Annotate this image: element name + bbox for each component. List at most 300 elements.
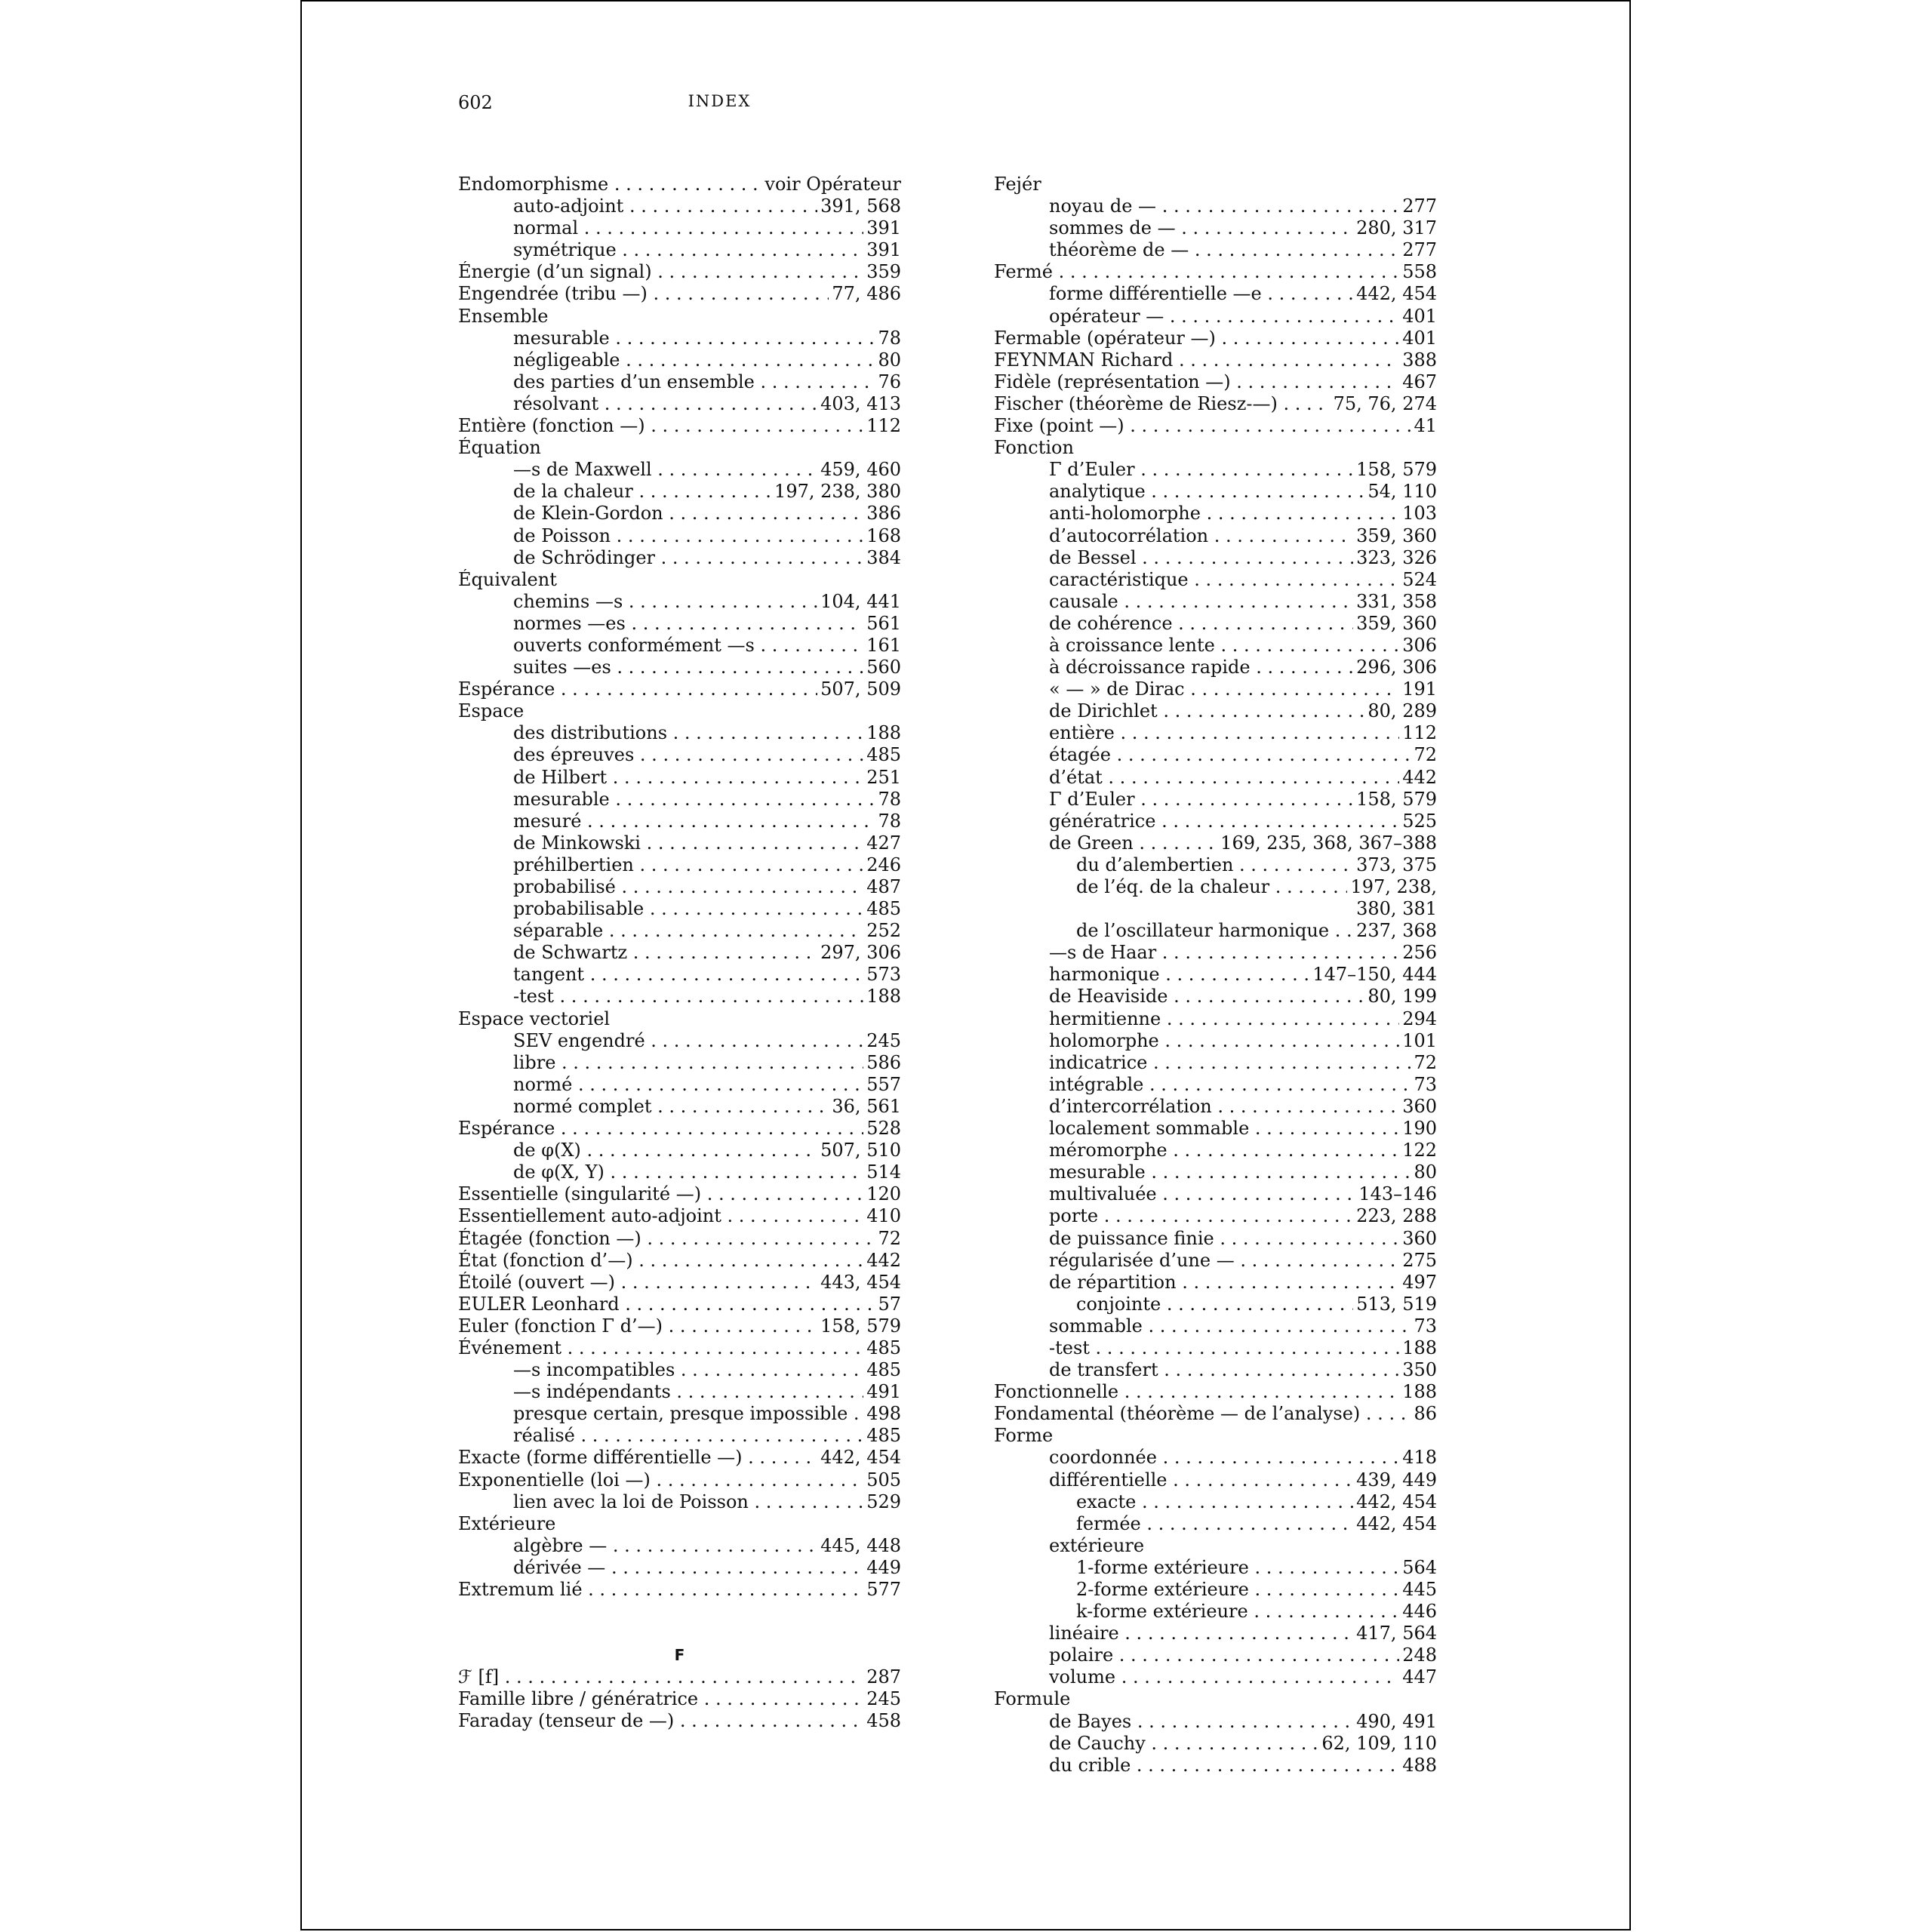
index-entry: [458, 942, 901, 964]
index-term: -test . . .: [1049, 1337, 1437, 1359]
index-entry: [458, 1272, 901, 1294]
index-term: de Bessel . . .: [1049, 547, 1437, 569]
index-entry: [458, 306, 901, 328]
index-pages: 564: [1399, 1557, 1437, 1579]
index-entry: [458, 832, 901, 854]
index-term: Ensemble: [458, 305, 549, 327]
index-entry: [994, 1491, 1437, 1513]
index-pages: 577: [863, 1579, 901, 1601]
index-pages: 485: [863, 898, 901, 920]
index-pages: 112: [863, 415, 901, 437]
index-term: EULER Leonhard . . .: [458, 1294, 901, 1315]
index-term: État (fonction d’—) . . .: [458, 1250, 901, 1272]
index-entry: [994, 722, 1437, 744]
index-pages: 112: [1399, 722, 1437, 744]
index-term: des distributions . . .: [513, 722, 901, 744]
index-term: Entière (fonction —) . . .: [458, 415, 901, 437]
index-entry: [994, 876, 1437, 898]
index-pages: 72: [1411, 744, 1437, 766]
index-pages: 280, 317: [1353, 217, 1437, 239]
index-entry: [458, 393, 901, 415]
index-pages: 445, 448: [817, 1535, 901, 1557]
index-entry: [458, 328, 901, 349]
index-entry: [458, 371, 901, 393]
index-term: de transfert . . .: [1049, 1359, 1437, 1381]
index-term: Équation: [458, 437, 541, 459]
index-entry: [994, 744, 1437, 766]
index-entry: [458, 1118, 901, 1140]
index-term: des épreuves . . .: [513, 744, 901, 766]
index-pages: 391: [863, 217, 901, 239]
index-entry: [994, 1183, 1437, 1205]
index-term: 2-forme extérieure . . .: [1076, 1579, 1437, 1601]
index-pages: 442: [1399, 767, 1437, 789]
index-entry: [458, 657, 901, 678]
index-pages: 237, 368: [1353, 920, 1437, 942]
index-pages: 525: [1399, 811, 1437, 832]
index-term: normes —es . . .: [513, 613, 901, 635]
index-entry: [458, 217, 901, 239]
index-term: dérivée — . . .: [513, 1557, 901, 1579]
index-term: conjointe . . .: [1076, 1294, 1437, 1315]
index-term: de Klein-Gordon . . .: [513, 503, 901, 525]
index-term: —s incompatibles . . .: [513, 1359, 901, 1381]
index-entry: [994, 1425, 1437, 1447]
index-entry: [994, 657, 1437, 678]
index-entry: [458, 876, 901, 898]
index-entry: [458, 1096, 901, 1118]
index-entry: [994, 1052, 1437, 1074]
index-term: holomorphe . . .: [1049, 1030, 1437, 1052]
index-term: tangent . . .: [513, 964, 901, 986]
index-pages: 287: [863, 1666, 901, 1688]
index-entry: [994, 1513, 1437, 1535]
index-entry: [994, 1755, 1437, 1777]
index-term: probabilisé . . .: [513, 876, 901, 898]
index-pages: 528: [863, 1118, 901, 1140]
index-entry: [458, 1183, 901, 1205]
index-entry: [458, 1228, 901, 1250]
index-pages: 418: [1399, 1447, 1437, 1469]
index-entry: [458, 1381, 901, 1403]
index-pages: 513, 519: [1353, 1294, 1437, 1315]
index-entry: [458, 283, 901, 305]
index-entry: [458, 195, 901, 217]
index-pages: 507, 510: [817, 1140, 901, 1161]
index-term: « — » de Dirac . . .: [1049, 678, 1437, 700]
index-pages: 143–146: [1355, 1183, 1437, 1205]
index-term: opérateur — . . .: [1049, 306, 1437, 328]
index-term: Exacte (forme différentielle —) . . .: [458, 1447, 901, 1469]
index-entry: [458, 547, 901, 569]
index-entry: [994, 481, 1437, 503]
index-term: extérieure: [1049, 1534, 1145, 1556]
index-term: Engendrée (tribu —) . . .: [458, 283, 901, 305]
index-pages: 72: [875, 1228, 901, 1250]
index-pages: 275: [1399, 1250, 1437, 1272]
index-pages: 76: [875, 371, 901, 393]
index-entry: [458, 437, 901, 459]
index-pages: 442, 454: [817, 1447, 901, 1469]
index-entry: [994, 1272, 1437, 1294]
index-term: mesurable . . .: [1049, 1161, 1437, 1183]
index-term: SEV engendré . . .: [513, 1030, 901, 1052]
index-entry: [994, 459, 1437, 481]
index-term: mesuré . . .: [513, 811, 901, 832]
index-entry: [458, 811, 901, 832]
index-term: Γ d’Euler . . .: [1049, 789, 1437, 811]
index-pages: 78: [875, 811, 901, 832]
index-term: Fermé . . .: [994, 261, 1437, 283]
index-pages: 459, 460: [817, 459, 901, 481]
index-entry: [458, 1250, 901, 1272]
index-term: caractéristique . . .: [1049, 569, 1437, 591]
index-term: d’intercorrélation . . .: [1049, 1096, 1437, 1118]
index-entry: [994, 1359, 1437, 1381]
index-term: Extremum lié . . .: [458, 1579, 901, 1601]
index-term: —s indépendants . . .: [513, 1381, 901, 1403]
index-entry: [458, 1403, 901, 1425]
index-term: Énergie (d’un signal) . . .: [458, 261, 901, 283]
index-pages: 384: [863, 547, 901, 569]
index-entry: [994, 1096, 1437, 1118]
index-entry: [458, 678, 901, 700]
index-term: k-forme extérieure . . .: [1076, 1601, 1437, 1623]
index-entry: [458, 1052, 901, 1074]
index-pages: 169, 235, 368, 367–388: [1217, 832, 1437, 854]
index-term: de la chaleur . . .: [513, 481, 901, 503]
index-pages: 558: [1399, 261, 1437, 283]
index-entry: [458, 349, 901, 371]
index-entry: [458, 1491, 901, 1513]
index-pages: 490, 491: [1353, 1711, 1437, 1733]
index-pages: 245: [863, 1030, 901, 1052]
index-term: symétrique . . .: [513, 239, 901, 261]
index-term: Essentielle (singularité —) . . .: [458, 1183, 901, 1205]
index-term: de puissance finie . . .: [1049, 1228, 1437, 1250]
index-pages: 403, 413: [817, 393, 901, 415]
index-entry: [994, 283, 1437, 305]
index-term: Extérieure: [458, 1512, 556, 1534]
index-term: chemins —s . . .: [513, 591, 901, 613]
index-term: linéaire . . .: [1049, 1623, 1437, 1644]
index-pages: 147–150, 444: [1309, 964, 1437, 986]
index-pages: 442, 454: [1353, 1513, 1437, 1535]
index-entry: [458, 986, 901, 1008]
index-term: Fischer (théorème de Riesz-—) . . .: [994, 393, 1437, 415]
index-term: de Heaviside . . .: [1049, 986, 1437, 1008]
index-term: Essentiellement auto-adjoint . . .: [458, 1205, 901, 1227]
index-term: Fonctionnelle . . .: [994, 1381, 1437, 1403]
index-term: Étagée (fonction —) . . .: [458, 1228, 901, 1250]
index-entry: [994, 1381, 1437, 1403]
index-term: théorème de — . . .: [1049, 239, 1437, 261]
index-pages: 54, 110: [1364, 481, 1437, 503]
index-term: suites —es . . .: [513, 657, 901, 678]
index-pages: 497: [1399, 1272, 1437, 1294]
index-entry: [458, 1469, 901, 1491]
index-pages: 323, 326: [1353, 547, 1437, 569]
index-pages: 294: [1399, 1008, 1437, 1030]
index-pages: 586: [863, 1052, 901, 1074]
index-term: résolvant . . .: [513, 393, 901, 415]
index-term: 1-forme extérieure . . .: [1076, 1557, 1437, 1579]
index-entry: [994, 613, 1437, 635]
index-term: de cohérence . . .: [1049, 613, 1437, 635]
index-term: algèbre — . . .: [513, 1535, 901, 1557]
index-entry: [994, 1250, 1437, 1272]
index-term: Fonction: [994, 437, 1074, 459]
index-entry: [458, 1535, 901, 1557]
index-entry: [458, 459, 901, 481]
index-pages: 442, 454: [1353, 1491, 1437, 1513]
index-term: de Poisson . . .: [513, 525, 901, 547]
index-entry: [458, 789, 901, 811]
index-pages: 360: [1399, 1228, 1437, 1250]
index-entry: [994, 1601, 1437, 1623]
index-entry: [994, 349, 1437, 371]
index-entry: [458, 1557, 901, 1579]
index-entry: [458, 722, 901, 744]
index-entry: [994, 591, 1437, 613]
index-entry: [458, 503, 901, 525]
index-pages: 197, 238, 380: [771, 481, 901, 503]
index-pages: 161: [863, 635, 901, 657]
index-term: normé . . .: [513, 1074, 901, 1096]
index-term: de Bayes . . .: [1049, 1711, 1437, 1733]
index-entry: [458, 964, 901, 986]
index-term: entière . . .: [1049, 722, 1437, 744]
index-term: porte . . .: [1049, 1205, 1437, 1227]
index-entry: [994, 1140, 1437, 1161]
index-pages: 75, 76, 274: [1331, 393, 1437, 415]
index-term: noyau de — . . .: [1049, 195, 1437, 217]
index-term: de l’éq. de la chaleur . . .: [1076, 876, 1437, 898]
index-pages: 252: [863, 920, 901, 942]
index-pages: 388: [1399, 349, 1437, 371]
index-entry: [994, 635, 1437, 657]
index-pages: 360: [1399, 1096, 1437, 1118]
index-term: sommable . . .: [1049, 1315, 1437, 1337]
index-entry: [994, 1008, 1437, 1030]
index-term: hermitienne . . .: [1049, 1008, 1437, 1030]
index-term: méromorphe . . .: [1049, 1140, 1437, 1161]
index-pages: 57: [875, 1294, 901, 1315]
index-term: normal . . .: [513, 217, 901, 239]
index-pages: 373, 375: [1353, 854, 1437, 876]
index-term: Formule: [994, 1688, 1071, 1710]
index-entry: [458, 1294, 901, 1315]
index-pages: 507, 509: [817, 678, 901, 700]
index-entry: [458, 1359, 901, 1381]
index-pages: 442, 454: [1353, 283, 1437, 305]
index-entry: [994, 1337, 1437, 1359]
index-term: ℱ [f] . . .: [458, 1666, 901, 1688]
index-entry: [994, 1644, 1437, 1666]
index-entry: [458, 1447, 901, 1469]
index-pages: 449: [863, 1557, 901, 1579]
index-entry: [994, 1733, 1437, 1755]
index-entry: [994, 174, 1437, 195]
index-pages: 80: [1411, 1161, 1437, 1183]
index-pages: 350: [1399, 1359, 1437, 1381]
index-entry: [994, 1074, 1437, 1096]
index-pages: 80: [875, 349, 901, 371]
index-entry: [458, 239, 901, 261]
index-term: Fejér: [994, 174, 1041, 195]
index-pages: 573: [863, 964, 901, 986]
index-term: Espace: [458, 700, 525, 722]
index-entry: [458, 174, 901, 195]
index-pages: 410: [863, 1205, 901, 1227]
index-entry: [458, 1688, 901, 1710]
index-entry: [994, 306, 1437, 328]
index-term: sommes de — . . .: [1049, 217, 1437, 239]
index-term: Espérance . . .: [458, 678, 901, 700]
index-entry: [458, 569, 901, 591]
index-entry: [994, 942, 1437, 964]
index-entry: [994, 1228, 1437, 1250]
index-pages: 439, 449: [1353, 1469, 1437, 1491]
index-entry: [458, 1425, 901, 1447]
index-term: régularisée d’une — . . .: [1049, 1250, 1437, 1272]
index-pages: 306: [1399, 635, 1437, 657]
index-pages: 491: [863, 1381, 901, 1403]
index-entry: [994, 854, 1437, 876]
index-pages: 62, 109, 110: [1318, 1733, 1437, 1755]
index-entry: [994, 811, 1437, 832]
index-term: Exponentielle (loi —) . . .: [458, 1469, 901, 1491]
index-pages: 251: [863, 767, 901, 789]
index-term: du crible . . .: [1049, 1755, 1437, 1777]
index-entry: [458, 1140, 901, 1161]
index-term: Étoilé (ouvert —) . . .: [458, 1272, 901, 1294]
index-term: Fixe (point —) . . .: [994, 415, 1437, 437]
index-term: polaire . . .: [1049, 1644, 1437, 1666]
index-entry: [994, 569, 1437, 591]
index-entry: [994, 898, 1437, 920]
index-term: de Green . . .: [1049, 832, 1437, 854]
index-pages: 446: [1399, 1601, 1437, 1623]
index-term: de Dirichlet . . .: [1049, 700, 1437, 722]
index-pages: 514: [863, 1161, 901, 1183]
index-term: intégrable . . .: [1049, 1074, 1437, 1096]
index-entry: [994, 1403, 1437, 1425]
index-pages: 72: [1411, 1052, 1437, 1074]
index-entry: [994, 393, 1437, 415]
index-pages: 223, 288: [1353, 1205, 1437, 1227]
index-entry: [994, 239, 1437, 261]
index-entry: [458, 261, 901, 283]
index-term: libre . . .: [513, 1052, 901, 1074]
index-term: —s de Maxwell . . .: [513, 459, 901, 481]
index-entry: [994, 1447, 1437, 1469]
index-pages: 485: [863, 1337, 901, 1359]
index-term: coordonnée . . .: [1049, 1447, 1437, 1469]
index-pages: 73: [1411, 1074, 1437, 1096]
index-entry: [994, 1030, 1437, 1052]
index-term: Équivalent: [458, 568, 557, 590]
index-pages: 485: [863, 1425, 901, 1447]
index-term: étagée . . .: [1049, 744, 1437, 766]
index-entry: [994, 1557, 1437, 1579]
index-pages: 158, 579: [817, 1315, 901, 1337]
index-entry: [994, 1294, 1437, 1315]
index-pages: 122: [1399, 1140, 1437, 1161]
index-term: négligeable . . .: [513, 349, 901, 371]
index-term: causale . . .: [1049, 591, 1437, 613]
index-pages: 485: [863, 1359, 901, 1381]
index-pages: 191: [1399, 678, 1437, 700]
index-term: de l’oscillateur harmonique . . .: [1076, 920, 1437, 942]
index-pages: 447: [1399, 1666, 1437, 1688]
index-pages: 524: [1399, 569, 1437, 591]
index-entry: [458, 767, 901, 789]
index-entry: [994, 920, 1437, 942]
index-entry: [994, 964, 1437, 986]
index-term: Endomorphisme . . .: [458, 174, 901, 195]
index-term: de φ(X, Y) . . .: [513, 1161, 901, 1183]
index-term: —s de Haar . . .: [1049, 942, 1437, 964]
index-entry: [994, 678, 1437, 700]
index-pages: 86: [1411, 1403, 1437, 1425]
index-term: réalisé . . .: [513, 1425, 901, 1447]
index-term: des parties d’un ensemble . . .: [513, 371, 901, 393]
index-entry: [994, 1118, 1437, 1140]
index-term: à décroissance rapide . . .: [1049, 657, 1437, 678]
index-pages: 417, 564: [1353, 1623, 1437, 1644]
index-entry: [994, 328, 1437, 349]
index-term: lien avec la loi de Poisson . . .: [513, 1491, 901, 1513]
index-pages: 256: [1399, 942, 1437, 964]
index-entry: [994, 525, 1437, 547]
index-pages: 158, 579: [1353, 789, 1437, 811]
index-term: exacte . . .: [1076, 1491, 1437, 1513]
index-entry: [994, 1666, 1437, 1688]
index-term: analytique . . .: [1049, 481, 1437, 503]
index-entry: [458, 415, 901, 437]
index-entry: [458, 1205, 901, 1227]
index-entry: [458, 525, 901, 547]
index-term: de φ(X) . . .: [513, 1140, 901, 1161]
index-entry: [458, 744, 901, 766]
index-pages: 188: [1399, 1381, 1437, 1403]
index-term: mesurable . . .: [513, 789, 901, 811]
index-term: Faraday (tenseur de —) . . .: [458, 1710, 901, 1732]
index-term: multivaluée . . .: [1049, 1183, 1437, 1205]
page-header: [458, 92, 981, 119]
index-entry: [994, 1535, 1437, 1557]
index-term: volume . . .: [1049, 1666, 1437, 1688]
index-entry: [458, 1030, 901, 1052]
index-term: Famille libre / génératrice . . .: [458, 1688, 901, 1710]
index-entry: [994, 986, 1437, 1008]
index-entry: [994, 437, 1437, 459]
index-term: ouverts conformément —s . . .: [513, 635, 901, 657]
index-entry: [458, 1710, 901, 1732]
index-pages: 277: [1399, 195, 1437, 217]
index-pages: 485: [863, 744, 901, 766]
index-pages: 359, 360: [1353, 525, 1437, 547]
index-entry: [994, 1161, 1437, 1183]
index-term: à croissance lente . . .: [1049, 635, 1437, 657]
index-pages: 401: [1399, 306, 1437, 328]
index-pages: 78: [875, 789, 901, 811]
index-term: Fermable (opérateur —) . . .: [994, 328, 1437, 349]
index-pages: 168: [863, 525, 901, 547]
index-term: génératrice . . .: [1049, 811, 1437, 832]
index-entry: [994, 415, 1437, 437]
